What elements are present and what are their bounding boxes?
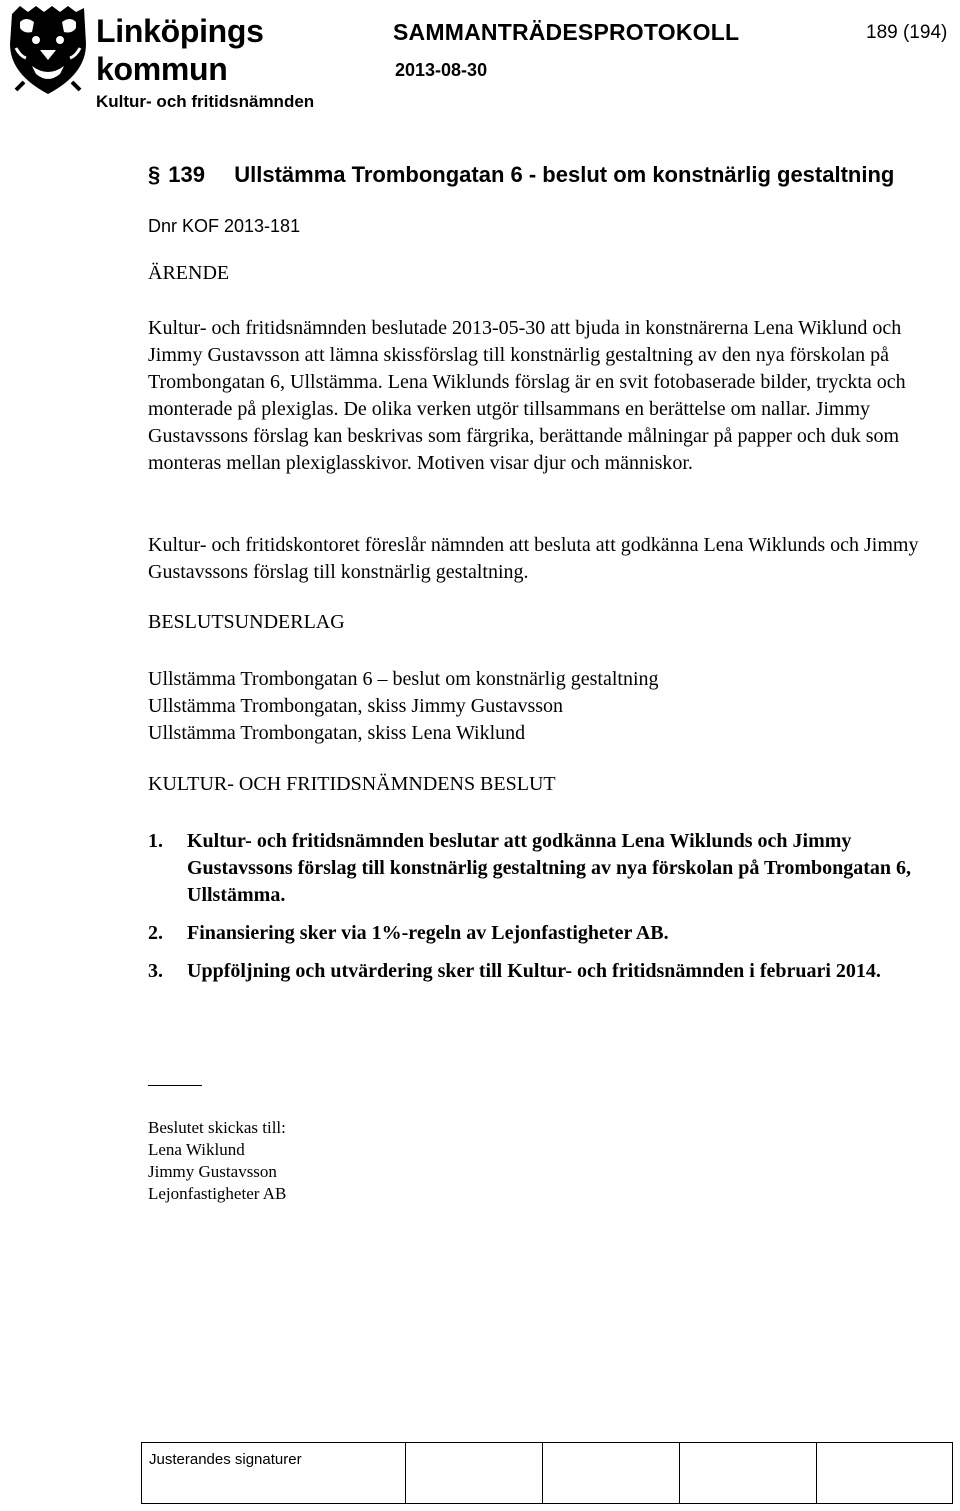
decision-number: 2. [148,922,163,944]
dnr-number: Dnr KOF 2013-181 [148,216,301,236]
paragraph-number: 139 [168,162,205,187]
beslutsunderlag-heading: BESLUTSUNDERLAG [148,611,345,633]
decision-text: Finansiering sker via 1%-regeln av Lejonfastigheter AB. [187,922,669,944]
signature-cell [543,1443,680,1503]
signature-cell [680,1443,817,1503]
signature-table [141,1442,953,1504]
decision-text: Uppföljning och utvärdering sker till Kultur- och fritidsnämnden i februari 2014. [187,960,881,982]
arende-heading: ÄRENDE [148,262,230,284]
underlag-item: Ullstämma Trombongatan, skiss Jimmy Gustavsson [148,695,564,717]
beslut-heading: KULTUR- OCH FRITIDSNÄMNDENS BESLUT [148,773,556,795]
arende-paragraph: Kultur- och fritidsnämnden beslutade 2013-05-30 att bjuda in konstnärerna Lena Wiklund och Jimmy Gustavsson att lämna skissförslag till konstnärlig gestaltning av den nya förskolan på Trombongatan 6, Ullstämma. Lena Wiklunds förslag är en svit fotobaserade bilder, tryckta och monterade på plexiglas. De olika verken utgör tillsammans en berättelse om nallar. Jimmy Gustavssons förslag kan beskrivas som färgrika, berättande målningar på papper och duk som monteras mellan plexiglasskivor. Motiven visar djur och människor. [148,317,906,474]
beslutsunderlag-list [148,666,948,747]
lion-crest-logo-icon [6,4,90,96]
paragraph-heading [148,162,894,188]
paragraph-title: Ullstämma Trombongatan 6 - beslut om konstnärlig gestaltning [234,162,895,187]
decision-text: Kultur- och fritidsnämnden beslutar att godkänna Lena Wiklunds och Jimmy Gustavssons förslag till konstnärlig gestaltning av nya förskolan på Trombongatan 6, Ullstämma. [187,830,912,906]
underlag-item: Ullstämma Trombongatan 6 – beslut om konstnärlig gestaltning [148,668,659,690]
proposal-paragraph: Kultur- och fritidskontoret föreslår nämnden att besluta att godkänna Lena Wiklunds och Jimmy Gustavssons förslag till konstnärlig gestaltning. [148,534,919,583]
signature-cell [406,1443,543,1503]
recipient-name: Lena Wiklund [148,1140,245,1159]
recipients-block [148,1117,548,1205]
meeting-date: 2013-08-30 [395,60,488,80]
signature-label-cell [142,1443,406,1503]
decision-item [148,958,948,985]
recipients-label: Beslutet skickas till: [148,1118,286,1137]
signature-label: Justerandes signaturer [149,1451,302,1468]
recipient-name: Jimmy Gustavsson [148,1162,277,1181]
decision-item [148,920,948,947]
decision-list [148,828,948,996]
document-type: SAMMANTRÄDESPROTOKOLL [393,19,740,45]
org-name [96,12,264,88]
page-number: 189 (194) [866,22,948,43]
decision-item [148,828,948,909]
arende-text [148,315,948,477]
separator-rule [148,1085,202,1086]
committee-name-header: Kultur- och fritidsnämnden [96,92,315,111]
proposal-text [148,532,948,586]
decision-number: 3. [148,960,163,982]
section-symbol: § [148,162,161,187]
underlag-item: Ullstämma Trombongatan, skiss Lena Wiklund [148,722,526,744]
org-name-line1: Linköpings [96,13,264,49]
recipient-name: Lejonfastigheter AB [148,1184,287,1203]
signature-cell [817,1443,952,1503]
decision-number: 1. [148,830,163,852]
org-name-line2: kommun [96,51,228,87]
